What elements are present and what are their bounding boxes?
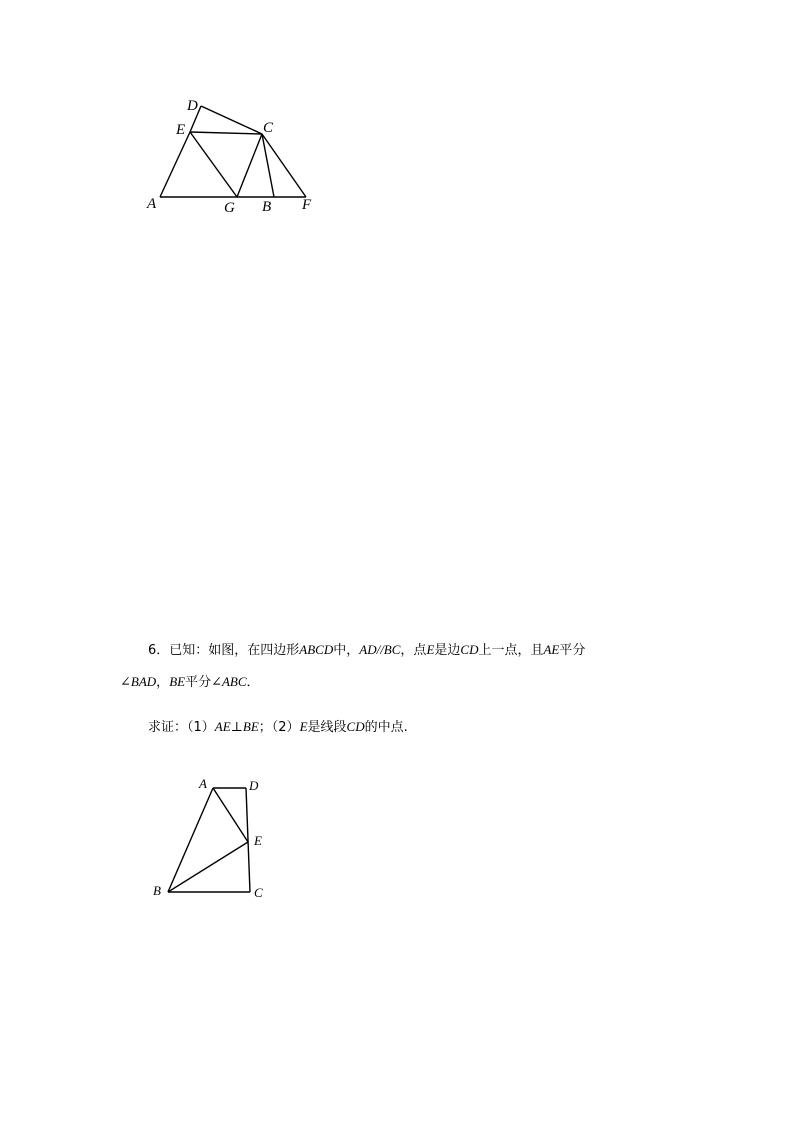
label-D: D bbox=[249, 778, 259, 793]
text-segment: ． bbox=[246, 675, 260, 690]
segment-be: BE bbox=[169, 674, 186, 689]
ae-perp-be: AE⊥BE bbox=[214, 719, 259, 734]
quad-abcd: ABCD bbox=[299, 642, 334, 657]
label-D: D bbox=[187, 98, 198, 114]
label-B: B bbox=[153, 883, 161, 898]
text-segment: 平分 bbox=[559, 643, 586, 658]
segment-BE bbox=[168, 842, 248, 892]
text-segment: ；（2） bbox=[258, 720, 300, 735]
label-C: C bbox=[254, 885, 263, 900]
figure-1-lines bbox=[160, 106, 306, 197]
point-e: E bbox=[299, 719, 308, 734]
segment-EA bbox=[160, 132, 190, 197]
prove-prefix: 求证：（1） bbox=[148, 720, 215, 735]
parallel-ad-bc: AD//BC bbox=[359, 642, 401, 657]
segment-GC bbox=[237, 134, 262, 197]
segment-AB bbox=[168, 788, 213, 892]
segment-cd: CD bbox=[346, 719, 365, 734]
text-segment: 平分 bbox=[185, 675, 212, 690]
label-G: G bbox=[224, 200, 235, 216]
segment-ae: AE bbox=[543, 642, 560, 657]
text-segment: ， bbox=[156, 675, 170, 690]
label-E: E bbox=[176, 122, 186, 138]
figure-1-geometry bbox=[0, 0, 794, 240]
segment-EG bbox=[190, 132, 237, 197]
label-A: A bbox=[147, 196, 157, 212]
problem-6-line-3 bbox=[148, 719, 408, 736]
problem-6-line-2 bbox=[120, 674, 260, 691]
text-segment: 是线段 bbox=[307, 720, 347, 735]
figure-2-geometry bbox=[0, 760, 794, 920]
angle-bad: ∠BAD bbox=[120, 674, 157, 689]
point-e: E bbox=[426, 642, 435, 657]
label-F: F bbox=[302, 197, 312, 213]
text-segment: ，点 bbox=[400, 643, 427, 658]
problem-6-line-1 bbox=[148, 642, 585, 659]
problem-number-text: 6．已知：如图，在四边形 bbox=[148, 643, 300, 658]
side-cd: CD bbox=[460, 642, 479, 657]
text-segment: 上一点，且 bbox=[478, 643, 544, 658]
label-B: B bbox=[262, 199, 272, 215]
text-segment: 是边 bbox=[434, 643, 461, 658]
label-C: C bbox=[263, 120, 274, 136]
segment-DC bbox=[201, 106, 262, 134]
label-A: A bbox=[199, 776, 207, 791]
label-E: E bbox=[254, 833, 262, 848]
segment-EC bbox=[190, 132, 262, 134]
angle-abc: ∠ABC bbox=[211, 674, 247, 689]
figure-2-lines bbox=[168, 788, 250, 892]
text-segment: 中， bbox=[333, 643, 360, 658]
segment-AE bbox=[213, 788, 248, 842]
text-segment: 的中点. bbox=[364, 720, 408, 735]
